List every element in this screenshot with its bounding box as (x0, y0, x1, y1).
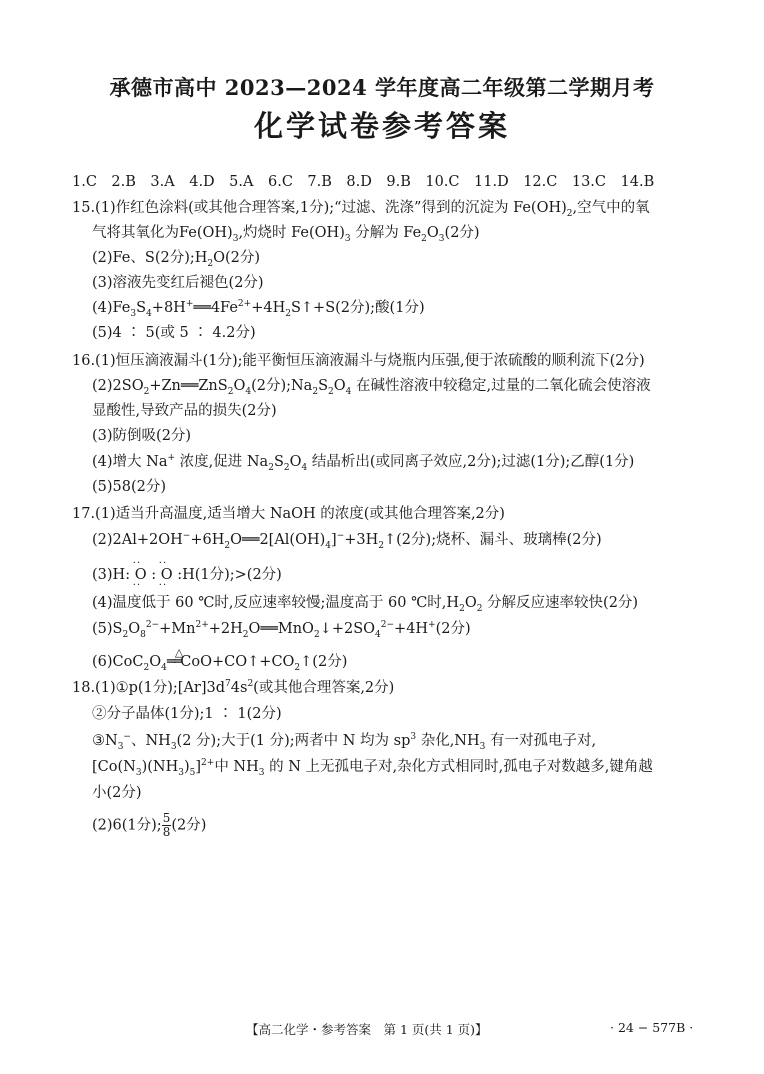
q17-line-2: $(2)2Al+2OH^-+6H_2O══2[Al(OH)_4]^-+3H_2↑(2$分);烧杯、漏斗、玻璃棒(2分) (92, 531, 602, 551)
q15-line-2: 气将其氧化为$Fe(OH)_3$,灼烧时 $Fe(OH)_3$ 分解为 $Fe_2O_3(2$分) (92, 225, 480, 244)
page-footer: 【高二化学・参考答案 第 1 页(共 1 页)】 (246, 1022, 488, 1037)
oxygen-atom-2: · · O · · (161, 565, 173, 585)
q16-line-2: $(2)2SO_2+Zn══ZnS_2O_4(2$分)$;Na_2S_2O_4$ 在碱性溶液中较稳定,过量的二氧化硫会使溶液 (92, 378, 651, 397)
multiple-choice-answers: 1.C 2.B 3.A 4.D 5.A 6.C 7.B 8.D 9.B 10.C 11.D 12.C 13.C 14.B (72, 174, 655, 190)
q16-line-1: 16.(1)恒压滴液漏斗(1分);能平衡恒压滴液漏斗与烧瓶内压强,便于浓硫酸的顺利流下(2分) (72, 353, 645, 369)
document-title: 承德市高中 2023—2024 学年度高二年级第二学期月考 (109, 75, 655, 100)
q18-line-1: 18.(1)①p(1分)$;[Ar]3d^74s^2$(或其他合理答案,2分) (72, 679, 395, 696)
oxygen-atom-1: · · O · · (135, 565, 147, 585)
heat-reaction-arrow: △ ══ (167, 652, 180, 672)
document-subtitle: 化学试卷参考答案 (253, 109, 510, 143)
q17-line-5: $(5)S_2O_8^{2-}+Mn^{2+}+2H_2O══MnO_2↓+2SO_4^{2-}+4H^+(2$分) (92, 620, 471, 640)
q16-line-4: (3)防倒吸(2分) (92, 428, 192, 444)
q18-line-3: $③N_3^-$、$NH_3(2$ 分);大于(1 分);两者中 N 均为 $sp^3$ 杂化$,NH_3$ 有一对孤电子对, (92, 732, 597, 752)
q18-line-2: ②分子晶体(1分);1 ∶ 1(2分) (92, 706, 282, 722)
q15-line-3: (2)Fe、S(2分)$;H_2O(2$分) (92, 250, 261, 269)
q17-line-3-electron-formula: (3)H: · · O · · : · · O · · :H(1分);>(2分) (92, 565, 282, 585)
q15-line-4: (3)溶液先变红后褪色(2分) (92, 275, 264, 291)
fraction-five-eighths: $\frac{5}{8}$ (162, 811, 171, 839)
q18-line-4: $[Co(N_3)(NH_3)_5]^{2+}$中 $NH_3$ 的 N 上无孤电子对,杂化方式相同时,孤电子对数越多,键角越 (92, 758, 653, 778)
q15-line-5: $(4)Fe_3S_4+8H^+══4Fe^{2+}+4H_2S↑+S(2$分);酸(1分) (92, 299, 425, 319)
q17-line-1: 17.(1)适当升高温度,适当增大 NaOH 的浓度(或其他合理答案,2分) (72, 506, 505, 522)
q17-line-6: $(6)CoC_2O_4$ △ $══CoO+CO↑+CO_2↑(2$分) (92, 652, 347, 672)
q18-line-5: 小(2分) (92, 785, 142, 801)
q17-line-4: (4)温度低于 60 ℃时,反应速率较慢;温度高于 60 ℃时$,H_2O_2$ 分解反应速率较快(2分) (92, 595, 639, 614)
heating-triangle-icon: △ (174, 646, 184, 659)
q18-line-6: (2)6(1分); $\frac{5}{8}$ (2分) (92, 811, 207, 839)
q15-line-6: (5)4 ∶ 5(或 5 ∶ 4.2分) (92, 325, 256, 341)
document-code: · 24 − 577B · (610, 1020, 694, 1035)
q15-line-1: 15.(1)作红色涂料(或其他合理答案,1分);“过滤、洗涤”得到的沉淀为 $Fe(OH)_2$,空气中的氧 (72, 200, 650, 219)
q16-line-6: (5)58(2分) (92, 479, 167, 495)
q16-line-3: 显酸性,导致产品的损失(2分) (92, 403, 277, 419)
q16-line-5: (4)增大 Na+ 浓度,促进 $Na_2S_2O_4$ 结晶析出(或同离子效应,2分);过滤(1分);乙醇(1分) (92, 453, 635, 473)
